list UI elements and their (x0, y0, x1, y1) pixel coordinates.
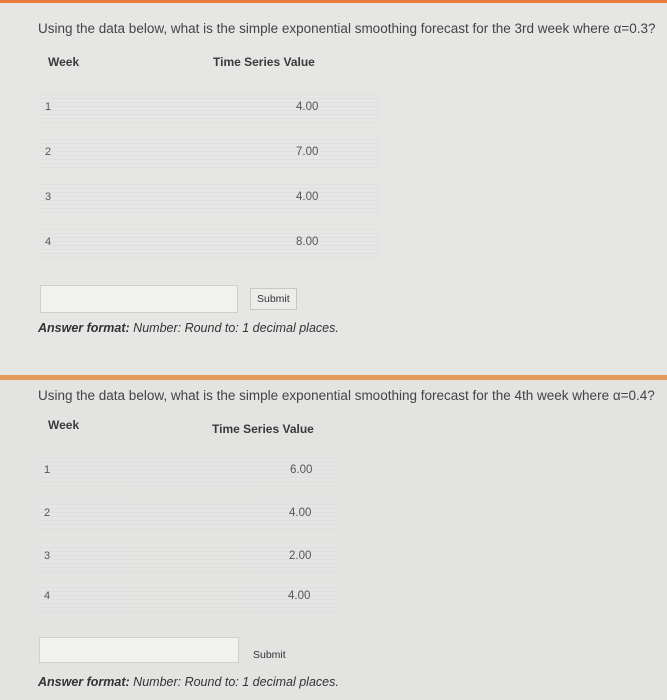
week-header: Week (48, 418, 80, 432)
table-row (0, 464, 667, 498)
answer-format-label: Answer format: (38, 321, 130, 335)
week-cell: 2 (44, 507, 51, 519)
value-cell: 4.00 (296, 191, 319, 203)
table-row (0, 146, 667, 180)
answer-format-text: Number: Round to: 1 decimal places. (133, 675, 339, 689)
value-cell: 4.00 (296, 101, 319, 113)
table-row (0, 590, 667, 624)
value-header: Time Series Value (213, 55, 315, 69)
submit-button[interactable]: Submit (250, 288, 297, 310)
value-cell: 7.00 (296, 146, 319, 158)
week-cell: 1 (44, 464, 51, 476)
answer-format (38, 321, 339, 335)
table-row (0, 550, 667, 584)
table-row (0, 191, 667, 225)
question-2-panel (0, 380, 667, 700)
value-cell: 8.00 (296, 236, 319, 248)
week-header: Week (48, 55, 80, 69)
question-2-text: Using the data below, what is the simple exponential smoothing forecast for the 4th week where α=0.4? (38, 388, 655, 403)
question-1-panel (0, 3, 667, 375)
week-cell: 3 (45, 191, 52, 203)
answer-format-label: Answer format: (38, 675, 130, 689)
answer-input[interactable] (39, 637, 239, 663)
value-cell: 6.00 (290, 464, 313, 476)
value-cell: 4.00 (288, 590, 311, 602)
value-cell: 4.00 (289, 507, 312, 519)
table-row (0, 101, 667, 135)
week-cell: 1 (45, 101, 52, 113)
table-row (0, 507, 667, 541)
week-cell: 3 (44, 550, 51, 562)
value-header: Time Series Value (212, 422, 314, 436)
submit-button[interactable]: Submit (253, 649, 286, 661)
week-cell: 4 (44, 590, 51, 602)
question-1-text: Using the data below, what is the simple exponential smoothing forecast for the 3rd week where α=0.3? (38, 21, 656, 36)
week-cell: 4 (45, 236, 52, 248)
answer-input[interactable] (40, 285, 238, 313)
answer-format-text: Number: Round to: 1 decimal places. (133, 321, 339, 335)
value-cell: 2.00 (289, 550, 312, 562)
table-row (0, 236, 667, 270)
answer-format (38, 675, 339, 689)
week-cell: 2 (45, 146, 52, 158)
